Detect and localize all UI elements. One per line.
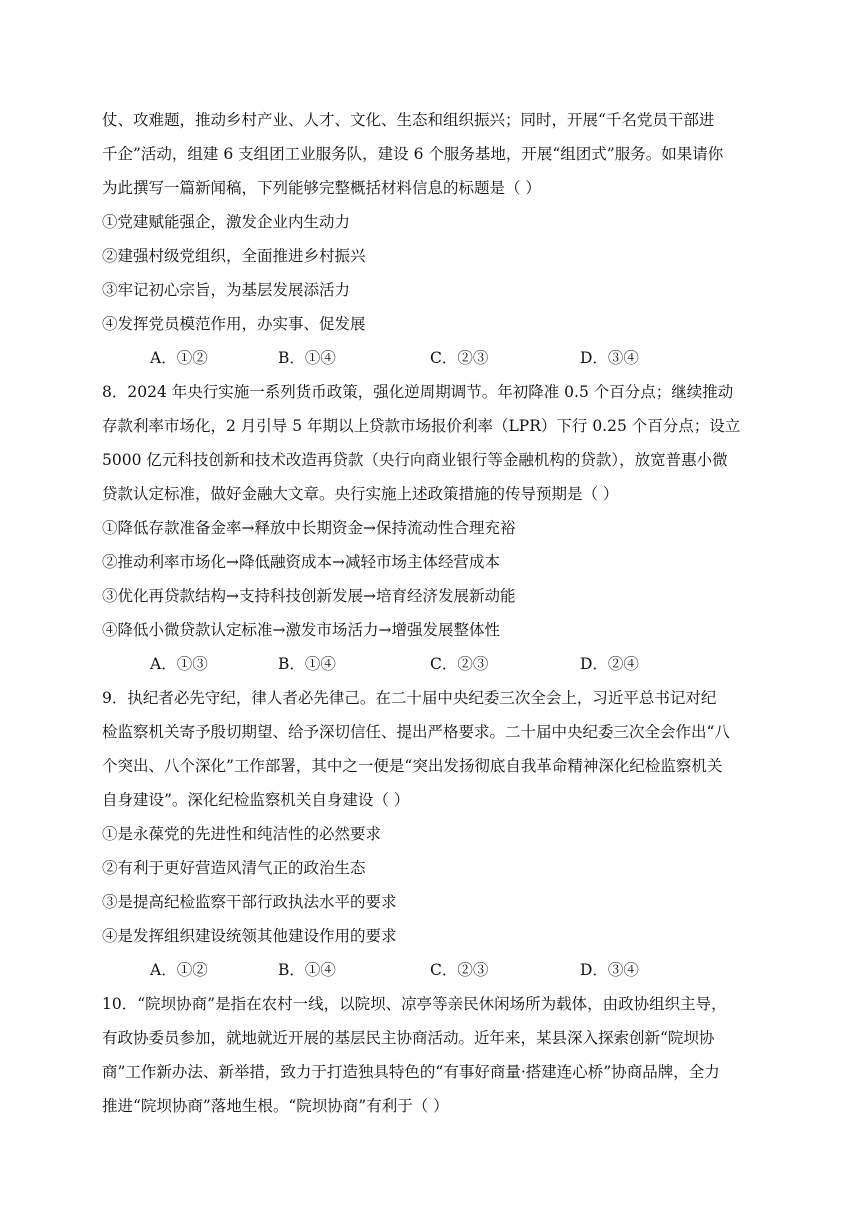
q8-stem-line: 8．2024 年央行实施一系列货币政策，强化逆周期调节。年初降准 0.5 个百分点；继续推动 — [102, 383, 734, 401]
q7-statement: ②建强村级党组织，全面推进乡村振兴 — [102, 247, 366, 265]
q8-statement: ④降低小微贷款认定标准→激发市场活力→增强发展整体性 — [102, 621, 500, 639]
q7-stem-line: 千企”活动，组建 6 支组团工业服务队，建设 6 个服务基地，开展“组团式”服务。如果请你 — [102, 145, 724, 163]
q9-option-a: A．①② — [150, 961, 208, 979]
q8-stem-line: 贷款认定标准，做好金融大文章。央行实施上述政策措施的传导预期是（ ） — [102, 485, 619, 503]
q9-statement: ①是永葆党的先进性和纯洁性的必然要求 — [102, 825, 382, 843]
q8-option-b: B．①④ — [278, 655, 336, 673]
q9-statement: ③是提高纪检监察干部行政执法水平的要求 — [102, 893, 397, 911]
q10-stem-line: 推进“院坝协商”落地生根。“院坝协商”有利于（ ） — [102, 1097, 449, 1115]
q9-stem-line: 自身建设”。深化纪检监察机关自身建设（ ） — [102, 791, 410, 809]
q7-statement: ③牢记初心宗旨，为基层发展添活力 — [102, 281, 351, 299]
q9-stem-line: 9．执纪者必先守纪，律人者必先律己。在二十届中央纪委三次全会上，习近平总书记对纪 — [102, 689, 717, 707]
q8-option-a: A．①③ — [150, 655, 208, 673]
q9-stem-line: 检监察机关寄予殷切期望、给予深切信任、提出严格要求。二十届中央纪委三次全会作出“八 — [102, 723, 730, 741]
q7-statement: ①党建赋能强企，激发企业内生动力 — [102, 213, 351, 231]
q8-option-c: C．②③ — [430, 655, 489, 673]
q8-statement: ①降低存款准备金率→释放中长期资金→保持流动性合理充裕 — [102, 519, 516, 537]
q7-option-b: B．①④ — [278, 349, 336, 367]
q10-stem-line: 有政协委员参加，就地就近开展的基层民主协商活动。近年来，某县深入探索创新“院坝协 — [102, 1029, 715, 1047]
q7-option-c: C．②③ — [430, 349, 489, 367]
q9-statement: ④是发挥组织建设统领其他建设作用的要求 — [102, 927, 397, 945]
q7-option-a: A．①② — [150, 349, 208, 367]
q8-statement: ②推动利率市场化→降低融资成本→减轻市场主体经营成本 — [102, 553, 500, 571]
q9-option-b: B．①④ — [278, 961, 336, 979]
q8-stem-line: 5000 亿元科技创新和技术改造再贷款（央行向商业银行等金融机构的贷款），放宽普惠小微 — [102, 451, 728, 469]
q9-option-d: D．③④ — [580, 961, 639, 979]
q7-stem-line: 仗、攻难题，推动乡村产业、人才、文化、生态和组织振兴；同时，开展“千名党员干部进 — [102, 111, 715, 129]
q7-option-d: D．③④ — [580, 349, 639, 367]
q9-stem-line: 个突出、八个深化”工作部署，其中之一便是“突出发扬彻底自我革命精神深化纪检监察机关 — [102, 757, 723, 775]
q9-statement: ②有利于更好营造风清气正的政治生态 — [102, 859, 366, 877]
q8-option-d: D．②④ — [580, 655, 639, 673]
q10-stem-line: 商”工作新办法、新举措，致力于打造独具特色的“有事好商量·搭建连心桥”协商品牌，全力 — [102, 1063, 720, 1081]
q8-stem-line: 存款利率市场化，2 月引导 5 年期以上贷款市场报价利率（LPR）下行 0.25 个百分点；设立 — [102, 417, 741, 435]
q10-stem-line: 10．“院坝协商”是指在农村一线，以院坝、凉亭等亲民休闲场所为载体，由政协组织主导， — [102, 995, 727, 1013]
q8-statement: ③优化再贷款结构→支持科技创新发展→培育经济发展新动能 — [102, 587, 516, 605]
q7-statement: ④发挥党员模范作用，办实事、促发展 — [102, 315, 366, 333]
q9-option-c: C．②③ — [430, 961, 489, 979]
q7-stem-line: 为此撰写一篇新闻稿，下列能够完整概括材料信息的标题是（ ） — [102, 179, 541, 197]
